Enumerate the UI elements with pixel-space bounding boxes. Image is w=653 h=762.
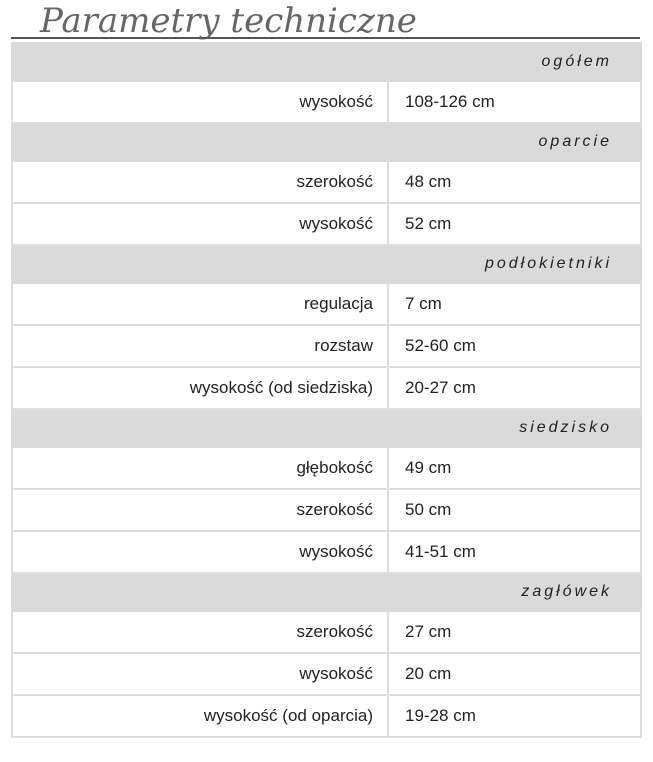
- spec-label: głębokość: [12, 447, 388, 489]
- spec-label: wysokość (od oparcia): [12, 695, 388, 737]
- table-row: [12, 489, 641, 531]
- spec-value: 50 cm: [388, 489, 641, 531]
- spec-value: 49 cm: [388, 447, 641, 489]
- spec-value: 19-28 cm: [388, 695, 641, 737]
- spec-table: [11, 42, 642, 738]
- section-header-row: [12, 573, 641, 611]
- spec-label: regulacja: [12, 283, 388, 325]
- spec-label: rozstaw: [12, 325, 388, 367]
- section-header: podłokietniki: [12, 245, 641, 283]
- spec-label: wysokość: [12, 81, 388, 123]
- title-divider: [11, 37, 640, 39]
- spec-label: szerokość: [12, 489, 388, 531]
- section-header: oparcie: [12, 123, 641, 161]
- table-row: [12, 81, 641, 123]
- section-header-row: [12, 409, 641, 447]
- table-row: [12, 653, 641, 695]
- spec-label: szerokość: [12, 611, 388, 653]
- spec-value: 20 cm: [388, 653, 641, 695]
- table-row: [12, 161, 641, 203]
- spec-label: szerokość: [12, 161, 388, 203]
- table-row: [12, 283, 641, 325]
- section-header: zagłówek: [12, 573, 641, 611]
- spec-value: 41-51 cm: [388, 531, 641, 573]
- table-row: [12, 325, 641, 367]
- table-row: [12, 447, 641, 489]
- spec-value: 20-27 cm: [388, 367, 641, 409]
- section-header: ogółem: [12, 43, 641, 81]
- page-title: Parametry techniczne: [40, 1, 417, 41]
- table-row: [12, 367, 641, 409]
- table-row: [12, 531, 641, 573]
- spec-value: 52-60 cm: [388, 325, 641, 367]
- spec-table-body: [12, 43, 641, 737]
- spec-value: 27 cm: [388, 611, 641, 653]
- table-row: [12, 695, 641, 737]
- section-header: siedzisko: [12, 409, 641, 447]
- table-row: [12, 611, 641, 653]
- spec-value: 48 cm: [388, 161, 641, 203]
- section-header-row: [12, 123, 641, 161]
- section-header-row: [12, 43, 641, 81]
- table-row: [12, 203, 641, 245]
- spec-label: wysokość: [12, 203, 388, 245]
- spec-value: 7 cm: [388, 283, 641, 325]
- section-header-row: [12, 245, 641, 283]
- spec-value: 52 cm: [388, 203, 641, 245]
- spec-value: 108-126 cm: [388, 81, 641, 123]
- spec-label: wysokość: [12, 653, 388, 695]
- spec-label: wysokość: [12, 531, 388, 573]
- spec-label: wysokość (od siedziska): [12, 367, 388, 409]
